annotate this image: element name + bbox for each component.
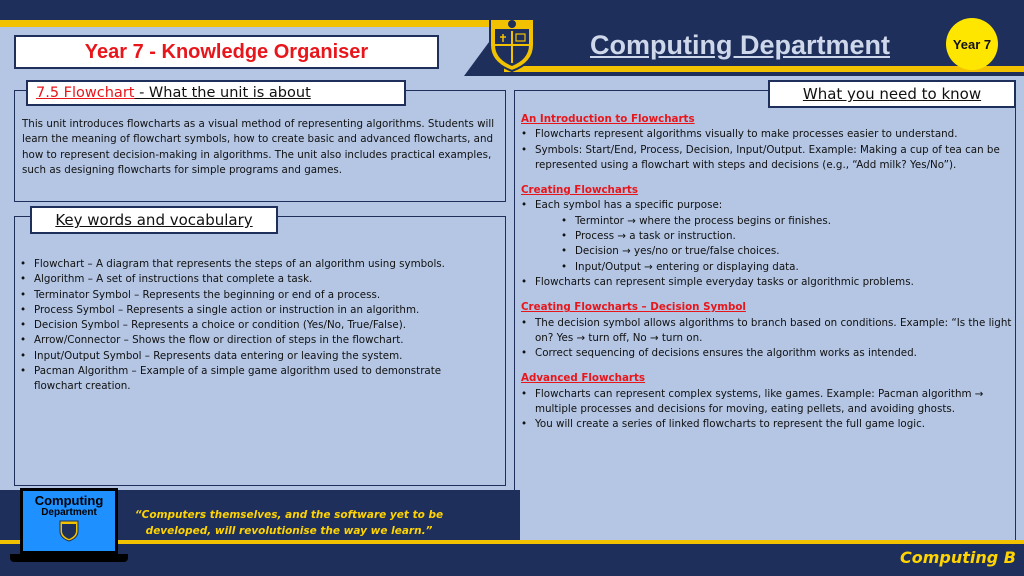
know-heading: What you need to know: [768, 80, 1016, 108]
department-title: Computing Department: [590, 30, 890, 60]
know-section: [521, 371, 1013, 432]
about-text: This unit introduces flowcharts as a visual method of representing algorithms. Students will learn the meaning of flowchart symbols, how to create basic and advanced flowcharts, and how to represent decision-making in algorithms. The unit also includes practical examples, such as designing flowcharts for simple programs and games.: [22, 118, 495, 177]
section-item: • The decision symbol allows algorithms to branch based on conditions. Example: “Is the light on? Yes → turn off, No → turn on.: [521, 316, 1013, 347]
section-subitem: • Termintor → where the process begins or finishes.: [521, 214, 1013, 229]
vocab-item: • Arrow/Connector – Shows the flow or direction of steps in the flowchart.: [20, 333, 490, 348]
computer-monitor-icon: [20, 488, 118, 554]
footer-quote: “Computers themselves, and the software yet to be developed, will revolutionise the way we learn.”: [134, 509, 444, 537]
page-title: Year 7 - Knowledge Organiser: [84, 40, 369, 63]
vocab-item: • Decision Symbol – Represents a choice or condition (Yes/No, True/False).: [20, 318, 490, 333]
year-badge: Year 7: [946, 18, 998, 70]
vocab-heading: Key words and vocabulary: [30, 206, 278, 234]
vocab-item: • Process Symbol – Represents a single action or instruction in an algorithm.: [20, 303, 490, 318]
section-item: • You will create a series of linked flowcharts to represent the full game logic.: [521, 417, 1013, 432]
footer-label: Computing B: [900, 548, 1016, 567]
header-right-stripe: [504, 66, 1024, 72]
section-title: An Introduction to Flowcharts: [521, 113, 695, 125]
section-title: Creating Flowcharts – Decision Symbol: [521, 301, 746, 314]
vocab-item: • Terminator Symbol – Represents the beginning or end of a process.: [20, 288, 490, 303]
computer-base: [10, 554, 128, 562]
section-subitem: • Process → a task or instruction.: [521, 229, 1013, 244]
section-item: • Flowcharts can represent complex systems, like games. Example: Pacman algorithm → multiple processes and decisions for moving, eating pellets, and avoiding ghosts.: [521, 387, 1013, 418]
footer-navy: [0, 544, 1024, 576]
mini-crest-icon: [59, 520, 79, 542]
section-item: • Symbols: Start/End, Process, Decision, Input/Output. Example: Making a cup of tea can be represented using a flowchart with steps and decisions (e.g., “Add milk? Yes/No”).: [521, 143, 1013, 174]
section-subitem: • Decision → yes/no or true/false choices.: [521, 244, 1013, 259]
know-section: [521, 183, 1013, 290]
know-section: [521, 300, 1013, 361]
vocab-item: • Flowchart – A diagram that represents the steps of an algorithm using symbols.: [20, 257, 490, 272]
section-item: • Each symbol has a specific purpose:: [521, 198, 1013, 213]
vocab-item: • Pacman Algorithm – Example of a simple game algorithm used to demonstrate flowchart creation.: [20, 364, 490, 395]
know-section: [521, 112, 1013, 173]
know-content: [521, 112, 1013, 443]
vocab-item: • Input/Output Symbol – Represents data entering or leaving the system.: [20, 349, 490, 364]
section-item: • Correct sequencing of decisions ensures the algorithm works as intended.: [521, 346, 1013, 361]
vocab-list: [20, 257, 490, 395]
computer-label-2: Department: [41, 507, 97, 518]
page-title-box: [14, 35, 439, 69]
computer-label-1: Computing: [34, 493, 104, 508]
section-item: • Flowcharts represent algorithms visually to make processes easier to understand.: [521, 127, 1013, 142]
vocab-item: • Algorithm – A set of instructions that complete a task.: [20, 272, 490, 287]
section-title: Advanced Flowcharts: [521, 372, 646, 385]
school-crest-icon: [486, 15, 538, 73]
about-heading-code: 7.5 Flowchart: [36, 85, 135, 101]
section-title: Creating Flowcharts: [521, 184, 638, 197]
about-heading: [26, 80, 406, 106]
section-item: • Flowcharts can represent simple everyday tasks or algorithmic problems.: [521, 275, 1013, 290]
section-subitem: • Input/Output → entering or displaying data.: [521, 260, 1013, 275]
about-heading-text: - What the unit is about: [134, 85, 311, 101]
